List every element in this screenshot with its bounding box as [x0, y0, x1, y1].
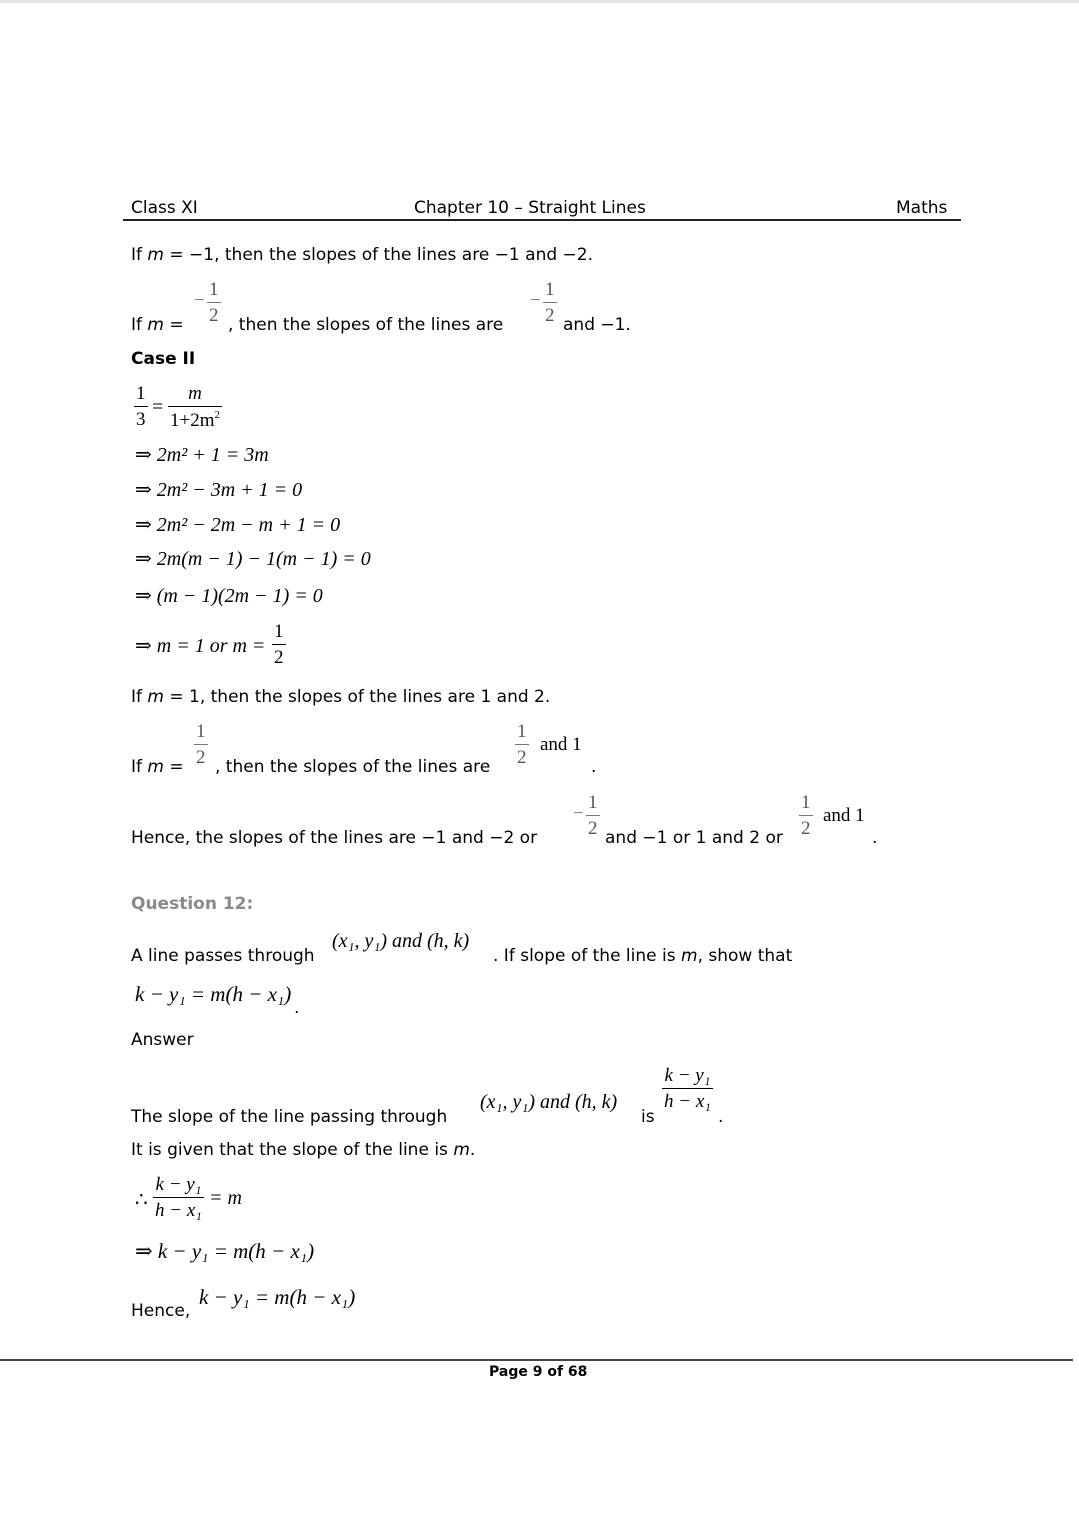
case2-step-3: ⇒ 2m² − 2m − m + 1 = 0 — [135, 514, 341, 536]
footer-rule — [0, 1359, 1073, 1361]
case2-result-line1: If m = 1, then the slopes of the lines are 1 and 2. — [131, 687, 551, 707]
answer-label: Answer — [131, 1030, 194, 1050]
case2-step-5: ⇒ (m − 1)(2m − 1) = 0 — [135, 585, 323, 607]
answer-equation-2: ⇒ k − y₁ = m(h − x₁) — [135, 1239, 315, 1263]
math-points: (x₁, y₁) and (h, k) — [480, 1091, 618, 1113]
header-chapter: Chapter 10 – Straight Lines — [414, 198, 646, 218]
slope-fraction: k − y₁ h − x₁ — [664, 1065, 711, 1112]
header-rule — [123, 219, 961, 221]
fraction-neg-half: 1 2 — [545, 279, 555, 326]
header-subject: Maths — [896, 198, 948, 218]
viewer-top-edge — [0, 0, 1079, 3]
question-heading: Question 12: — [131, 894, 254, 914]
math-points: (x₁, y₁) and (h, k) — [332, 930, 470, 952]
answer-line2: It is given that the slope of the line is m. — [131, 1140, 476, 1160]
case2-heading: Case II — [131, 349, 196, 369]
case2-step-2: ⇒ 2m² − 3m + 1 = 0 — [135, 479, 303, 501]
page-number: Page 9 of 68 — [489, 1364, 588, 1380]
header-class: Class XI — [131, 198, 198, 218]
case2-step-1: ⇒ 2m² + 1 = 3m — [135, 444, 269, 466]
fraction-neg-half: 1 2 — [209, 279, 219, 326]
case2-step-4: ⇒ 2m(m − 1) − 1(m − 1) = 0 — [135, 548, 371, 570]
case1-result-line1: If m = −1, then the slopes of the lines are −1 and −2. — [131, 245, 594, 265]
